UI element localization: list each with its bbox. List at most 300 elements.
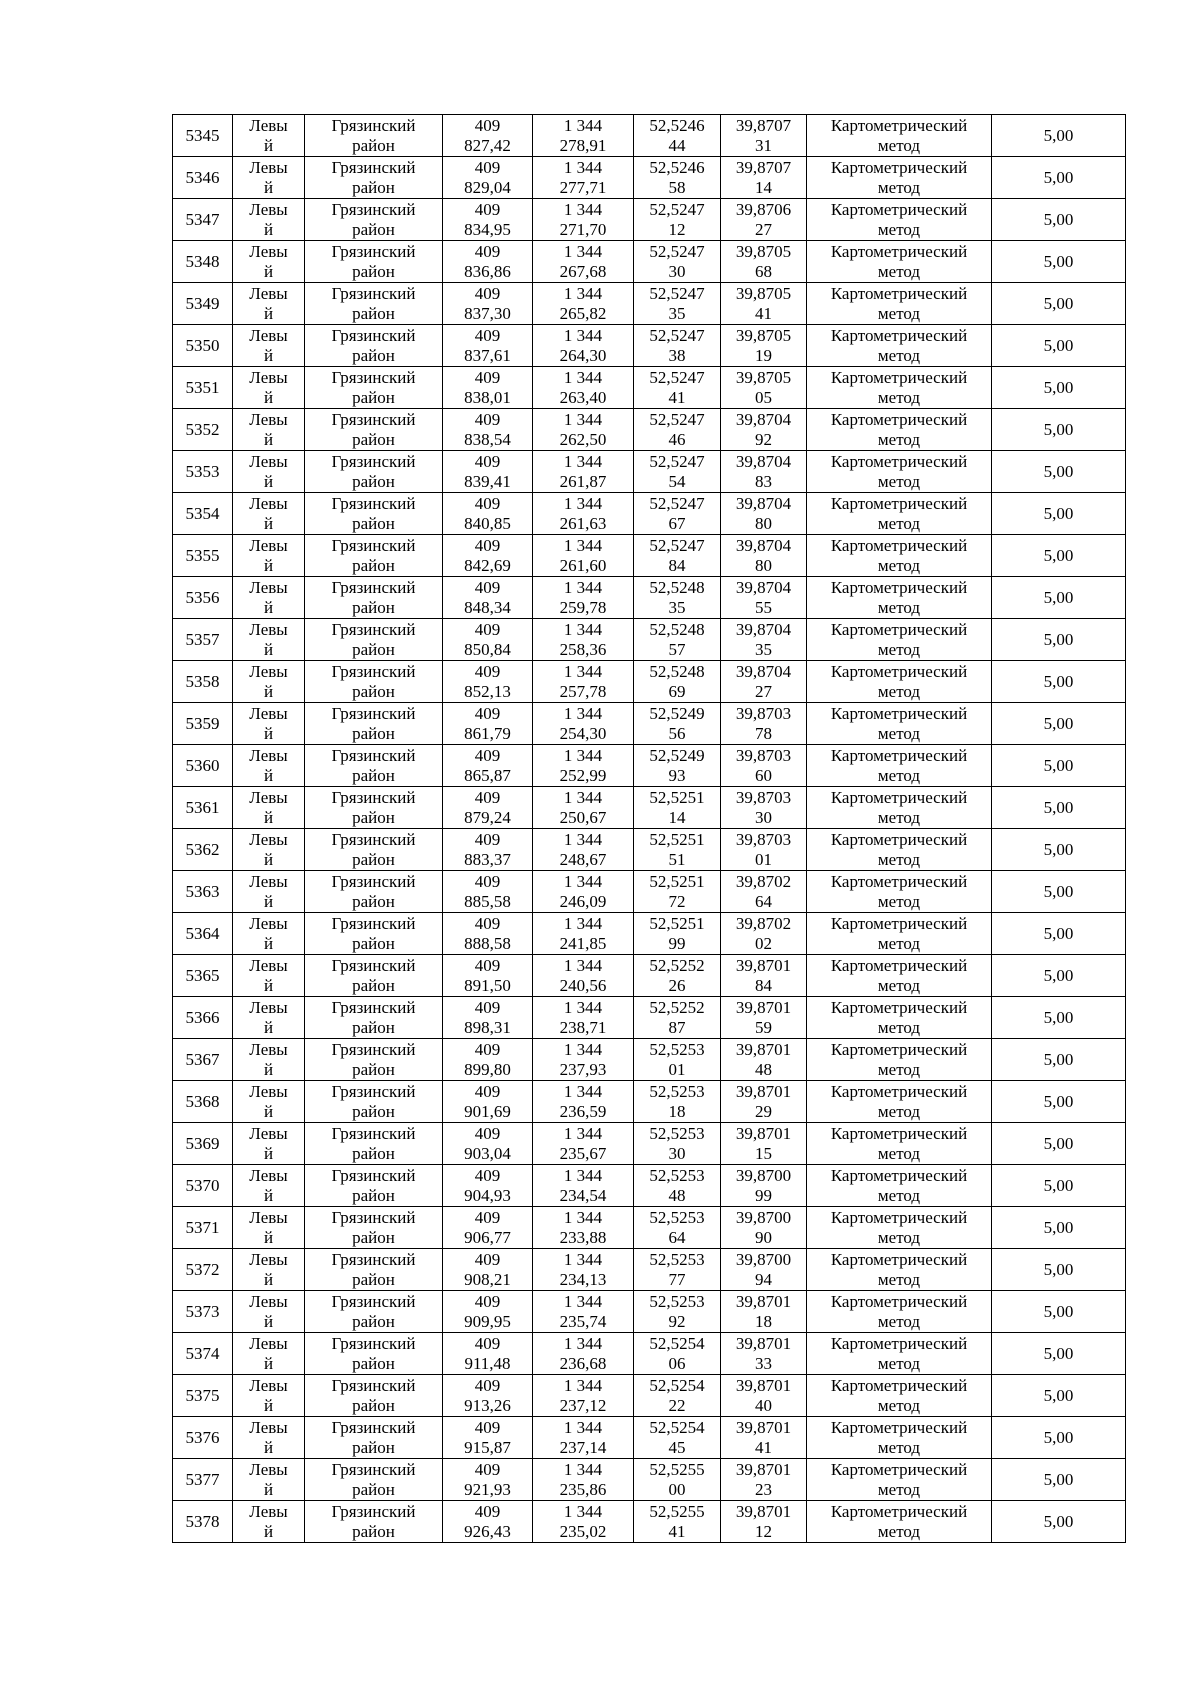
longitude-line: 39,8704 xyxy=(735,661,792,681)
bank-side-line: й xyxy=(263,723,274,743)
table-row xyxy=(173,1501,1126,1543)
longitude-cell xyxy=(721,1459,807,1501)
y-coordinate-line: 1 344 xyxy=(563,1165,603,1185)
y-coordinate-line: 1 344 xyxy=(563,787,603,807)
district-cell xyxy=(305,1501,443,1543)
accuracy-cell: 5,00 xyxy=(992,703,1126,745)
point-number-cell: 5352 xyxy=(173,409,233,451)
x-coordinate-cell xyxy=(443,1039,533,1081)
latitude-line: 52,5247 xyxy=(649,535,705,555)
method-cell xyxy=(807,157,992,199)
longitude-line: 35 xyxy=(755,639,772,659)
district-cell xyxy=(305,199,443,241)
bank-side-line: Левы xyxy=(249,1501,288,1521)
method-cell xyxy=(807,1417,992,1459)
longitude-line: 41 xyxy=(755,303,772,323)
x-coordinate-line: 409 xyxy=(474,157,501,177)
district-line: Грязинский xyxy=(331,325,416,345)
district-line: район xyxy=(352,849,395,869)
latitude-line: 44 xyxy=(668,135,686,155)
y-coordinate-line: 237,12 xyxy=(559,1395,607,1415)
point-number-cell: 5372 xyxy=(173,1249,233,1291)
method-cell xyxy=(807,745,992,787)
y-coordinate-cell xyxy=(533,829,634,871)
y-coordinate-line: 1 344 xyxy=(563,1123,603,1143)
method-line: Картометрический xyxy=(830,115,968,135)
method-line: метод xyxy=(877,891,921,911)
longitude-line: 18 xyxy=(755,1311,772,1331)
district-line: Грязинский xyxy=(331,577,416,597)
x-coordinate-line: 915,87 xyxy=(464,1437,511,1457)
y-coordinate-line: 235,86 xyxy=(559,1479,607,1499)
x-coordinate-line: 409 xyxy=(474,1039,501,1059)
table-row xyxy=(173,745,1126,787)
district-line: Грязинский xyxy=(331,157,416,177)
bank-side-line: Левы xyxy=(249,661,288,681)
district-line: район xyxy=(352,1185,395,1205)
y-coordinate-line: 238,71 xyxy=(559,1017,607,1037)
method-cell xyxy=(807,619,992,661)
longitude-line: 78 xyxy=(755,723,772,743)
method-line: Картометрический xyxy=(830,325,968,345)
method-cell xyxy=(807,1207,992,1249)
district-cell xyxy=(305,241,443,283)
longitude-line: 39,8704 xyxy=(735,577,792,597)
bank-side-line: Левы xyxy=(249,1375,288,1395)
method-cell xyxy=(807,913,992,955)
longitude-cell xyxy=(721,787,807,829)
x-coordinate-line: 861,79 xyxy=(464,723,511,743)
district-line: Грязинский xyxy=(331,241,416,261)
y-coordinate-line: 233,88 xyxy=(559,1227,607,1247)
longitude-line: 14 xyxy=(755,177,772,197)
x-coordinate-line: 904,93 xyxy=(464,1185,511,1205)
latitude-line: 52,5247 xyxy=(649,325,705,345)
latitude-cell xyxy=(634,1249,721,1291)
x-coordinate-line: 409 xyxy=(474,367,501,387)
bank-side-cell xyxy=(233,199,305,241)
bank-side-line: й xyxy=(263,933,274,953)
bank-side-cell xyxy=(233,997,305,1039)
y-coordinate-cell xyxy=(533,1207,634,1249)
latitude-cell xyxy=(634,367,721,409)
bank-side-line: Левы xyxy=(249,871,288,891)
y-coordinate-cell xyxy=(533,1291,634,1333)
bank-side-line: й xyxy=(263,303,274,323)
longitude-cell xyxy=(721,1501,807,1543)
accuracy-cell: 5,00 xyxy=(992,1081,1126,1123)
table-row xyxy=(173,871,1126,913)
y-coordinate-line: 258,36 xyxy=(559,639,607,659)
y-coordinate-line: 1 344 xyxy=(563,1501,603,1521)
district-cell xyxy=(305,325,443,367)
bank-side-line: Левы xyxy=(249,1291,288,1311)
table-row xyxy=(173,703,1126,745)
y-coordinate-cell xyxy=(533,1081,634,1123)
district-line: Грязинский xyxy=(331,535,416,555)
y-coordinate-line: 265,82 xyxy=(559,303,607,323)
accuracy-cell: 5,00 xyxy=(992,1165,1126,1207)
x-coordinate-cell xyxy=(443,871,533,913)
district-cell xyxy=(305,1081,443,1123)
longitude-cell xyxy=(721,1207,807,1249)
longitude-line: 39,8701 xyxy=(735,1501,792,1521)
table-row xyxy=(173,1333,1126,1375)
latitude-cell xyxy=(634,955,721,997)
longitude-line: 39,8701 xyxy=(735,1081,792,1101)
x-coordinate-line: 409 xyxy=(474,577,501,597)
district-cell xyxy=(305,1291,443,1333)
y-coordinate-line: 1 344 xyxy=(563,157,603,177)
method-line: Картометрический xyxy=(830,535,968,555)
longitude-cell xyxy=(721,409,807,451)
accuracy-cell: 5,00 xyxy=(992,199,1126,241)
latitude-line: 56 xyxy=(668,723,686,743)
x-coordinate-line: 409 xyxy=(474,1081,501,1101)
y-coordinate-line: 1 344 xyxy=(563,1291,603,1311)
method-line: метод xyxy=(877,387,921,407)
y-coordinate-line: 277,71 xyxy=(559,177,607,197)
latitude-cell xyxy=(634,1459,721,1501)
latitude-cell xyxy=(634,661,721,703)
y-coordinate-cell xyxy=(533,955,634,997)
latitude-line: 52,5246 xyxy=(649,115,705,135)
method-line: Картометрический xyxy=(830,829,968,849)
x-coordinate-line: 409 xyxy=(474,829,501,849)
y-coordinate-cell xyxy=(533,241,634,283)
district-line: район xyxy=(352,807,395,827)
latitude-cell xyxy=(634,703,721,745)
x-coordinate-line: 409 xyxy=(474,1417,501,1437)
bank-side-line: Левы xyxy=(249,1249,288,1269)
y-coordinate-line: 250,67 xyxy=(559,807,607,827)
method-line: Картометрический xyxy=(830,955,968,975)
y-coordinate-cell xyxy=(533,1417,634,1459)
x-coordinate-cell xyxy=(443,1291,533,1333)
bank-side-line: Левы xyxy=(249,409,288,429)
x-coordinate-line: 409 xyxy=(474,283,501,303)
bank-side-line: й xyxy=(263,597,274,617)
longitude-cell xyxy=(721,493,807,535)
x-coordinate-cell xyxy=(443,367,533,409)
district-line: Грязинский xyxy=(331,493,416,513)
y-coordinate-cell xyxy=(533,451,634,493)
bank-side-line: Левы xyxy=(249,829,288,849)
district-line: район xyxy=(352,891,395,911)
accuracy-cell: 5,00 xyxy=(992,913,1126,955)
district-line: Грязинский xyxy=(331,997,416,1017)
latitude-line: 12 xyxy=(668,219,686,239)
latitude-line: 93 xyxy=(668,765,686,785)
y-coordinate-line: 237,14 xyxy=(559,1437,607,1457)
bank-side-line: Левы xyxy=(249,1333,288,1353)
x-coordinate-line: 409 xyxy=(474,1249,501,1269)
longitude-line: 27 xyxy=(755,681,772,701)
latitude-line: 87 xyxy=(668,1017,686,1037)
x-coordinate-cell xyxy=(443,493,533,535)
latitude-line: 52,5252 xyxy=(649,955,705,975)
x-coordinate-line: 848,34 xyxy=(464,597,511,617)
longitude-line: 39,8703 xyxy=(735,745,792,765)
y-coordinate-line: 246,09 xyxy=(559,891,607,911)
bank-side-line: Левы xyxy=(249,1459,288,1479)
bank-side-cell xyxy=(233,913,305,955)
method-line: Картометрический xyxy=(830,493,968,513)
table-row xyxy=(173,535,1126,577)
y-coordinate-cell xyxy=(533,661,634,703)
method-line: метод xyxy=(877,1185,921,1205)
table-row xyxy=(173,1123,1126,1165)
bank-side-cell xyxy=(233,1039,305,1081)
x-coordinate-cell xyxy=(443,661,533,703)
district-line: район xyxy=(352,1521,395,1541)
x-coordinate-line: 911,48 xyxy=(464,1353,511,1373)
x-coordinate-line: 837,61 xyxy=(464,345,511,365)
x-coordinate-line: 409 xyxy=(474,493,501,513)
x-coordinate-cell xyxy=(443,451,533,493)
bank-side-line: й xyxy=(263,891,274,911)
method-cell xyxy=(807,1249,992,1291)
longitude-line: 39,8704 xyxy=(735,451,792,471)
latitude-line: 45 xyxy=(668,1437,686,1457)
method-cell xyxy=(807,1123,992,1165)
method-line: Картометрический xyxy=(830,661,968,681)
latitude-cell xyxy=(634,1417,721,1459)
point-number-cell: 5354 xyxy=(173,493,233,535)
longitude-line: 39,8701 xyxy=(735,1333,792,1353)
x-coordinate-line: 852,13 xyxy=(464,681,511,701)
bank-side-line: Левы xyxy=(249,493,288,513)
district-line: Грязинский xyxy=(331,1249,416,1269)
method-line: метод xyxy=(877,1479,921,1499)
longitude-cell xyxy=(721,1123,807,1165)
method-cell xyxy=(807,493,992,535)
method-line: метод xyxy=(877,135,921,155)
latitude-cell xyxy=(634,1039,721,1081)
point-number-cell: 5378 xyxy=(173,1501,233,1543)
longitude-cell xyxy=(721,997,807,1039)
district-line: Грязинский xyxy=(331,1417,416,1437)
longitude-line: 39,8703 xyxy=(735,829,792,849)
district-line: район xyxy=(352,513,395,533)
x-coordinate-line: 409 xyxy=(474,1333,501,1353)
table-row xyxy=(173,913,1126,955)
method-line: метод xyxy=(877,429,921,449)
latitude-line: 52,5247 xyxy=(649,241,705,261)
method-line: метод xyxy=(877,1437,921,1457)
latitude-cell xyxy=(634,577,721,619)
bank-side-line: й xyxy=(263,219,274,239)
district-line: район xyxy=(352,471,395,491)
method-cell xyxy=(807,829,992,871)
latitude-cell xyxy=(634,745,721,787)
district-line: Грязинский xyxy=(331,745,416,765)
longitude-line: 60 xyxy=(755,765,772,785)
district-line: район xyxy=(352,429,395,449)
method-line: метод xyxy=(877,177,921,197)
longitude-cell xyxy=(721,115,807,157)
longitude-line: 02 xyxy=(755,933,772,953)
longitude-line: 39,8700 xyxy=(735,1165,792,1185)
point-number-cell: 5357 xyxy=(173,619,233,661)
method-cell xyxy=(807,955,992,997)
longitude-cell xyxy=(721,1249,807,1291)
table-row xyxy=(173,1207,1126,1249)
method-line: Картометрический xyxy=(830,367,968,387)
accuracy-cell: 5,00 xyxy=(992,367,1126,409)
bank-side-cell xyxy=(233,451,305,493)
y-coordinate-cell xyxy=(533,1039,634,1081)
longitude-cell xyxy=(721,745,807,787)
bank-side-cell xyxy=(233,787,305,829)
table-row xyxy=(173,241,1126,283)
y-coordinate-line: 263,40 xyxy=(559,387,607,407)
longitude-line: 05 xyxy=(755,387,772,407)
latitude-line: 52,5247 xyxy=(649,451,705,471)
point-number-cell: 5359 xyxy=(173,703,233,745)
longitude-line: 59 xyxy=(755,1017,772,1037)
latitude-line: 06 xyxy=(668,1353,686,1373)
x-coordinate-line: 838,01 xyxy=(464,387,511,407)
method-line: метод xyxy=(877,975,921,995)
y-coordinate-line: 1 344 xyxy=(563,871,603,891)
x-coordinate-line: 913,26 xyxy=(464,1395,511,1415)
x-coordinate-line: 883,37 xyxy=(464,849,511,869)
longitude-line: 80 xyxy=(755,513,772,533)
x-coordinate-cell xyxy=(443,157,533,199)
longitude-line: 39,8700 xyxy=(735,1249,792,1269)
x-coordinate-cell xyxy=(443,1333,533,1375)
district-line: Грязинский xyxy=(331,451,416,471)
x-coordinate-cell xyxy=(443,997,533,1039)
longitude-cell xyxy=(721,1333,807,1375)
bank-side-cell xyxy=(233,577,305,619)
point-number-cell: 5375 xyxy=(173,1375,233,1417)
district-cell xyxy=(305,1123,443,1165)
table-row xyxy=(173,1165,1126,1207)
y-coordinate-line: 236,59 xyxy=(559,1101,607,1121)
method-line: Картометрический xyxy=(830,157,968,177)
bank-side-line: Левы xyxy=(249,199,288,219)
bank-side-line: Левы xyxy=(249,1207,288,1227)
table-row xyxy=(173,829,1126,871)
latitude-line: 00 xyxy=(668,1479,686,1499)
latitude-line: 52,5247 xyxy=(649,493,705,513)
bank-side-line: й xyxy=(263,1143,274,1163)
longitude-line: 39,8701 xyxy=(735,955,792,975)
table-row xyxy=(173,325,1126,367)
district-line: район xyxy=(352,1437,395,1457)
latitude-line: 52,5248 xyxy=(649,577,705,597)
latitude-line: 52,5248 xyxy=(649,661,705,681)
x-coordinate-line: 827,42 xyxy=(464,135,511,155)
method-line: Картометрический xyxy=(830,619,968,639)
latitude-cell xyxy=(634,451,721,493)
method-line: метод xyxy=(877,1311,921,1331)
bank-side-line: й xyxy=(263,261,274,281)
accuracy-cell: 5,00 xyxy=(992,283,1126,325)
bank-side-line: й xyxy=(263,1269,274,1289)
bank-side-cell xyxy=(233,1417,305,1459)
accuracy-cell: 5,00 xyxy=(992,661,1126,703)
longitude-line: 39,8707 xyxy=(735,115,792,135)
table-row xyxy=(173,661,1126,703)
district-line: район xyxy=(352,1353,395,1373)
bank-side-cell xyxy=(233,703,305,745)
point-number-cell: 5377 xyxy=(173,1459,233,1501)
longitude-line: 90 xyxy=(755,1227,772,1247)
accuracy-cell: 5,00 xyxy=(992,1291,1126,1333)
latitude-line: 52,5251 xyxy=(649,787,705,807)
y-coordinate-line: 235,02 xyxy=(559,1521,607,1541)
table-row xyxy=(173,409,1126,451)
method-cell xyxy=(807,241,992,283)
x-coordinate-line: 409 xyxy=(474,997,501,1017)
y-coordinate-line: 1 344 xyxy=(563,1207,603,1227)
bank-side-line: й xyxy=(263,1437,274,1457)
latitude-cell xyxy=(634,241,721,283)
district-line: район xyxy=(352,135,395,155)
bank-side-cell xyxy=(233,1081,305,1123)
point-number-cell: 5376 xyxy=(173,1417,233,1459)
longitude-cell xyxy=(721,451,807,493)
district-line: район xyxy=(352,1269,395,1289)
longitude-line: 39,8701 xyxy=(735,1039,792,1059)
latitude-line: 52,5253 xyxy=(649,1081,705,1101)
longitude-cell xyxy=(721,913,807,955)
method-line: Картометрический xyxy=(830,1123,968,1143)
latitude-cell xyxy=(634,535,721,577)
bank-side-line: й xyxy=(263,429,274,449)
table-row xyxy=(173,1375,1126,1417)
table-row xyxy=(173,115,1126,157)
longitude-line: 39,8701 xyxy=(735,1459,792,1479)
longitude-line: 39,8704 xyxy=(735,409,792,429)
latitude-line: 38 xyxy=(668,345,686,365)
method-cell xyxy=(807,451,992,493)
district-cell xyxy=(305,409,443,451)
longitude-line: 94 xyxy=(755,1269,772,1289)
x-coordinate-line: 409 xyxy=(474,1207,501,1227)
latitude-cell xyxy=(634,157,721,199)
latitude-line: 52,5255 xyxy=(649,1501,705,1521)
latitude-line: 52,5251 xyxy=(649,829,705,849)
longitude-line: 29 xyxy=(755,1101,772,1121)
x-coordinate-line: 409 xyxy=(474,1501,501,1521)
district-line: Грязинский xyxy=(331,367,416,387)
method-line: Картометрический xyxy=(830,1375,968,1395)
x-coordinate-line: 409 xyxy=(474,1123,501,1143)
table-row xyxy=(173,1417,1126,1459)
method-line: метод xyxy=(877,555,921,575)
point-number-cell: 5371 xyxy=(173,1207,233,1249)
district-line: район xyxy=(352,303,395,323)
longitude-cell xyxy=(721,283,807,325)
longitude-line: 39,8706 xyxy=(735,199,792,219)
district-cell xyxy=(305,871,443,913)
bank-side-line: Левы xyxy=(249,241,288,261)
x-coordinate-cell xyxy=(443,409,533,451)
y-coordinate-line: 278,91 xyxy=(559,135,607,155)
table-row xyxy=(173,577,1126,619)
bank-side-line: й xyxy=(263,639,274,659)
y-coordinate-cell xyxy=(533,199,634,241)
latitude-line: 30 xyxy=(668,261,686,281)
point-number-cell: 5367 xyxy=(173,1039,233,1081)
longitude-cell xyxy=(721,577,807,619)
point-number-cell: 5374 xyxy=(173,1333,233,1375)
longitude-cell xyxy=(721,1291,807,1333)
